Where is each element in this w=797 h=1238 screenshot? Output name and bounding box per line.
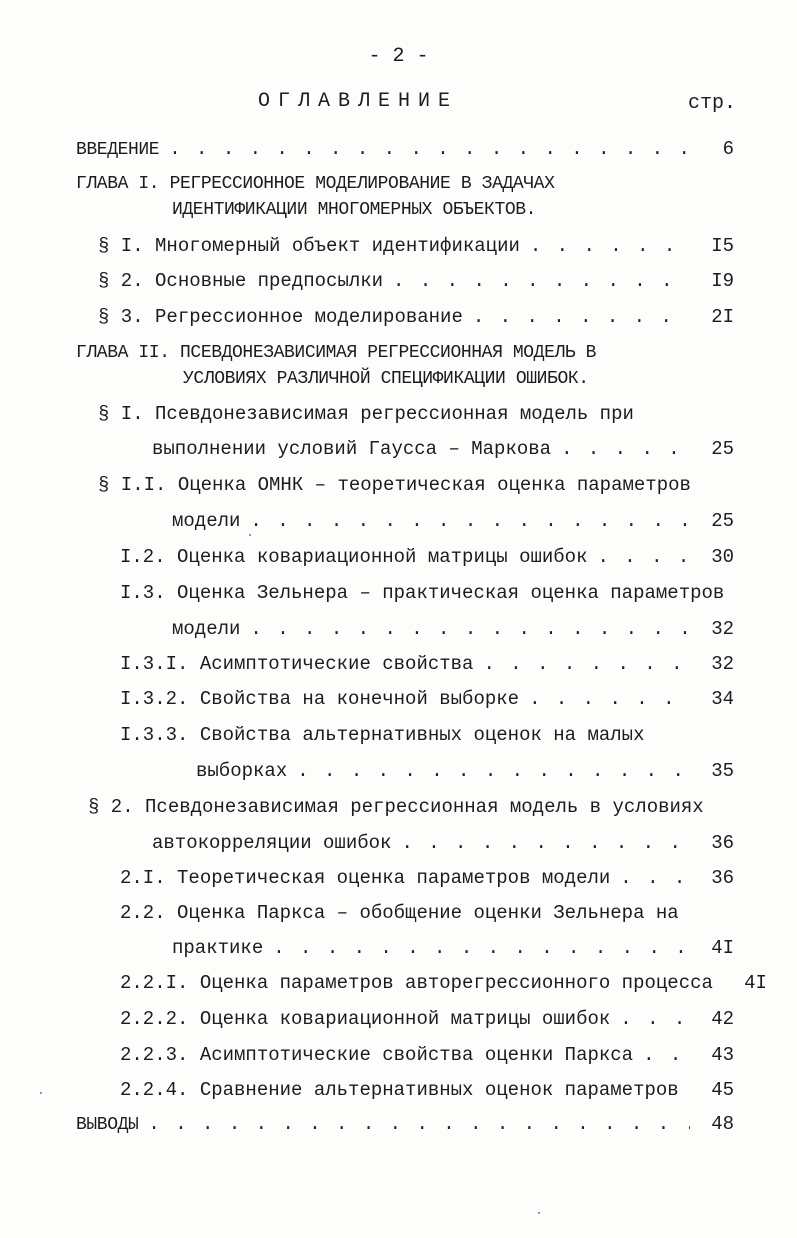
toc-entry-1-3[interactable] bbox=[98, 305, 734, 329]
leader-dots bbox=[169, 137, 690, 161]
toc-entry-conclusions[interactable] bbox=[76, 1112, 734, 1137]
leader-dots bbox=[561, 437, 690, 461]
toc-entry-2-1-2[interactable] bbox=[120, 545, 734, 569]
toc-entry-page: 42 bbox=[711, 1008, 734, 1030]
leader-dots bbox=[529, 687, 690, 711]
toc-heading: ОГЛАВЛЕНИЕ bbox=[258, 90, 459, 113]
leader-dots bbox=[483, 652, 690, 676]
leader-dots bbox=[401, 831, 690, 855]
leader-dots bbox=[597, 545, 690, 569]
toc-entry-label: выполнении условий Гаусса – Маркова bbox=[152, 438, 552, 460]
leader-dots bbox=[530, 234, 690, 258]
toc-entry-page: 32 bbox=[711, 618, 734, 640]
chapter-1-title-line2[interactable]: ИДЕНТИФИКАЦИИ МНОГОМЕРНЫХ ОБЪЕКТОВ. bbox=[172, 200, 537, 220]
scan-speck bbox=[249, 534, 251, 536]
toc-entry-2-1-3-line1[interactable]: I.3. Оценка Зельнера – практическая оценка параметров bbox=[120, 582, 725, 604]
leader-dots bbox=[297, 759, 690, 783]
toc-entry-2-1-line1[interactable]: § I. Псевдонезависимая регрессионная модель при bbox=[98, 403, 634, 425]
toc-entry-2-2[interactable] bbox=[152, 831, 734, 855]
toc-entry-2-2-2-2[interactable] bbox=[120, 1007, 734, 1031]
leader-dots bbox=[643, 1043, 690, 1067]
toc-entry-page: 36 bbox=[711, 832, 734, 854]
toc-entry-page: 35 bbox=[711, 760, 734, 782]
toc-entry-label: практике bbox=[172, 937, 264, 959]
toc-entry-label: I.3.2. Свойства на конечной выборке bbox=[120, 688, 520, 710]
leader-dots bbox=[620, 866, 690, 890]
toc-entry-page: 2I bbox=[711, 306, 734, 328]
toc-entry-2-2-2-3[interactable] bbox=[120, 1043, 734, 1067]
leader-dots bbox=[473, 305, 690, 329]
toc-entry-page: 34 bbox=[711, 688, 734, 710]
toc-entry-label: 2.2.3. Асимптотические свойства оценки Паркса bbox=[120, 1044, 634, 1066]
toc-entry-label: 2.I. Теоретическая оценка параметров модели bbox=[120, 867, 611, 889]
toc-entry-2-2-2-4[interactable] bbox=[120, 1078, 734, 1102]
toc-entry-1-2[interactable] bbox=[98, 269, 734, 293]
page-number: - 2 - bbox=[368, 45, 429, 68]
toc-entry-2-1[interactable] bbox=[152, 437, 734, 461]
toc-entry-label: автокорреляции ошибок bbox=[152, 832, 392, 854]
toc-entry-label: I.2. Оценка ковариационной матрицы ошибок bbox=[120, 546, 588, 568]
toc-entry-label: выборках bbox=[196, 760, 288, 782]
toc-entry-2-1-3-3[interactable] bbox=[196, 759, 734, 783]
leader-dots bbox=[250, 617, 690, 641]
toc-entry-label: ВВЕДЕНИЕ bbox=[76, 140, 160, 160]
toc-entry-1-1[interactable] bbox=[98, 234, 734, 258]
toc-entry-label: § I. Многомерный объект идентификации bbox=[98, 235, 520, 257]
chapter-2-title-line2[interactable]: УСЛОВИЯХ РАЗЛИЧНОЙ СПЕЦИФИКАЦИИ ОШИБОК. bbox=[183, 369, 589, 389]
scan-speck bbox=[538, 1212, 540, 1214]
toc-entry-label: 2.2.4. Сравнение альтернативных оценок параметров bbox=[120, 1079, 679, 1101]
toc-entry-label: ВЫВОДЫ bbox=[76, 1115, 139, 1135]
toc-entry-page: 48 bbox=[711, 1113, 734, 1135]
scan-speck bbox=[40, 1092, 42, 1094]
toc-entry-2-1-3-2[interactable] bbox=[120, 687, 734, 711]
toc-entry-page: 4I bbox=[711, 937, 734, 959]
toc-entry-label: § 3. Регрессионное моделирование bbox=[98, 306, 463, 328]
toc-entry-2-2-2-1[interactable] bbox=[120, 971, 767, 995]
toc-entry-2-2-line1[interactable]: § 2. Псевдонезависимая регрессионная модель в условиях bbox=[88, 796, 704, 818]
toc-entry-page: 45 bbox=[711, 1079, 734, 1101]
toc-entry-2-1-3-1[interactable] bbox=[120, 652, 734, 676]
toc-entry-2-1-1[interactable] bbox=[172, 509, 734, 533]
toc-entry-page: 25 bbox=[711, 510, 734, 532]
toc-entry-label: модели bbox=[172, 510, 241, 532]
chapter-1-title-line1[interactable]: ГЛАВА I. РЕГРЕССИОННОЕ МОДЕЛИРОВАНИЕ В ЗАДАЧАХ bbox=[76, 174, 555, 194]
leader-dots bbox=[620, 1007, 690, 1031]
toc-entry-label: § 2. Основные предпосылки bbox=[98, 270, 384, 292]
toc-entry-page: 36 bbox=[711, 867, 734, 889]
leader-dots bbox=[393, 269, 690, 293]
toc-entry-page: I5 bbox=[711, 235, 734, 257]
toc-entry-2-1-3[interactable] bbox=[172, 617, 734, 641]
toc-entry-introduction[interactable] bbox=[76, 137, 734, 162]
toc-entry-label: 2.2.2. Оценка ковариационной матрицы ошибок bbox=[120, 1008, 611, 1030]
leader-dots bbox=[689, 1078, 690, 1102]
page-column-label: стр. bbox=[687, 92, 736, 115]
leader-dots bbox=[250, 509, 690, 533]
toc-entry-page: 6 bbox=[722, 138, 734, 160]
toc-entry-2-2-2-line1[interactable]: 2.2. Оценка Паркса – обобщение оценки Зельнера на bbox=[120, 902, 679, 924]
toc-entry-label: I.3.I. Асимптотические свойства bbox=[120, 653, 474, 675]
toc-entry-page: 30 bbox=[711, 546, 734, 568]
toc-entry-2-1-3-3-line1[interactable]: I.3.3. Свойства альтернативных оценок на малых bbox=[120, 724, 645, 746]
toc-entry-2-1-1-line1[interactable]: § I.I. Оценка ОМНК – теоретическая оценка параметров bbox=[98, 474, 691, 496]
toc-entry-page: 4I bbox=[744, 972, 767, 994]
toc-entry-2-2-2[interactable] bbox=[172, 936, 734, 960]
leader-dots bbox=[273, 936, 690, 960]
leader-dots bbox=[148, 1112, 690, 1136]
toc-entry-page: 43 bbox=[711, 1044, 734, 1066]
toc-entry-page: I9 bbox=[711, 270, 734, 292]
toc-entry-page: 32 bbox=[711, 653, 734, 675]
toc-entry-label: модели bbox=[172, 618, 241, 640]
toc-entry-2-2-1[interactable] bbox=[120, 866, 734, 890]
chapter-2-title-line1[interactable]: ГЛАВА II. ПСЕВДОНЕЗАВИСИМАЯ РЕГРЕССИОННАЯ МОДЕЛЬ В bbox=[76, 343, 597, 363]
toc-entry-page: 25 bbox=[711, 438, 734, 460]
toc-entry-label: 2.2.I. Оценка параметров авторегрессионного процесса bbox=[120, 972, 713, 994]
